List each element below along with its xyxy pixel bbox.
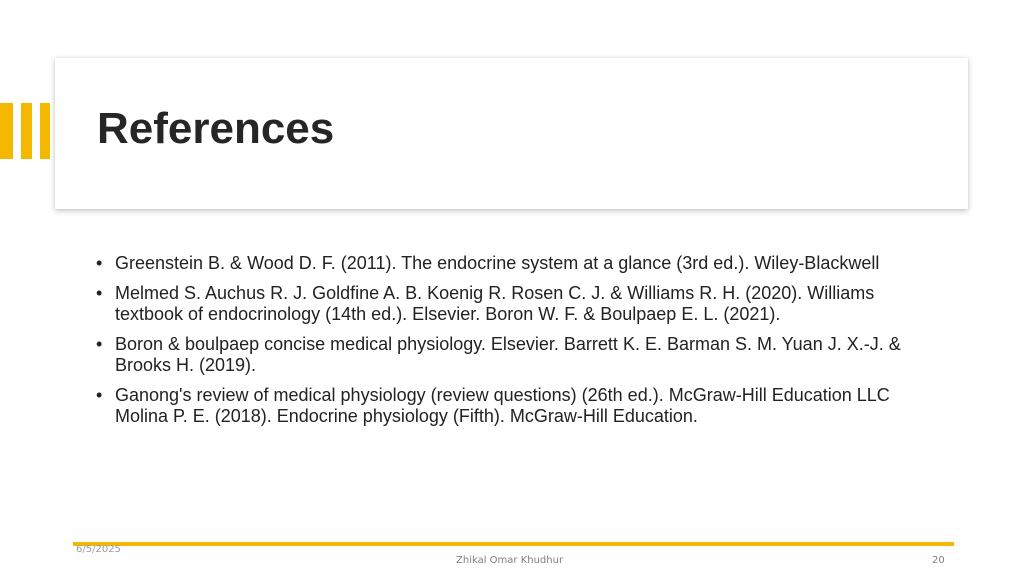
page-number: 20 xyxy=(932,555,945,566)
bullet-icon: • xyxy=(96,333,103,354)
reference-item xyxy=(96,283,926,326)
accent-bar xyxy=(21,103,32,159)
reference-item xyxy=(96,334,926,377)
footer-author: Zhikal Omar Khudhur xyxy=(456,555,564,566)
bullet-icon: • xyxy=(96,384,103,405)
reference-text: Boron & boulpaep concise medical physiology. Elsevier. Barrett K. E. Barman S. M. Yuan J. X.-J. & Brooks H. (2019). xyxy=(115,333,901,375)
reference-item xyxy=(96,385,926,428)
bullet-icon: • xyxy=(96,253,103,273)
accent-bar xyxy=(40,103,50,159)
reference-text: Melmed S. Auchus R. J. Goldfine A. B. Koenig R. Rosen C. J. & Williams R. H. (2020). Williams textbook of endocrinology (14th ed.). Elsevier. Boron W. F. & Boulpaep E. L. (2021). xyxy=(115,282,875,324)
reference-item xyxy=(96,253,926,275)
reference-text: Ganong's review of medical physiology (review questions) (26th ed.). McGraw-Hill Education LLC Molina P. E. (2018). Endocrine physiology (Fifth). McGraw-Hill Education. xyxy=(115,384,890,426)
reference-text: Greenstein B. & Wood D. F. (2011). The endocrine system at a glance (3rd ed.). Wiley-Blackwell xyxy=(115,253,880,273)
footer-date: 6/5/2025 xyxy=(76,544,121,555)
slide-title: References xyxy=(97,104,335,153)
title-box xyxy=(55,58,968,209)
references-list xyxy=(96,253,926,436)
accent-bar xyxy=(0,103,13,159)
bullet-icon: • xyxy=(96,282,103,303)
footer-divider xyxy=(73,542,954,546)
